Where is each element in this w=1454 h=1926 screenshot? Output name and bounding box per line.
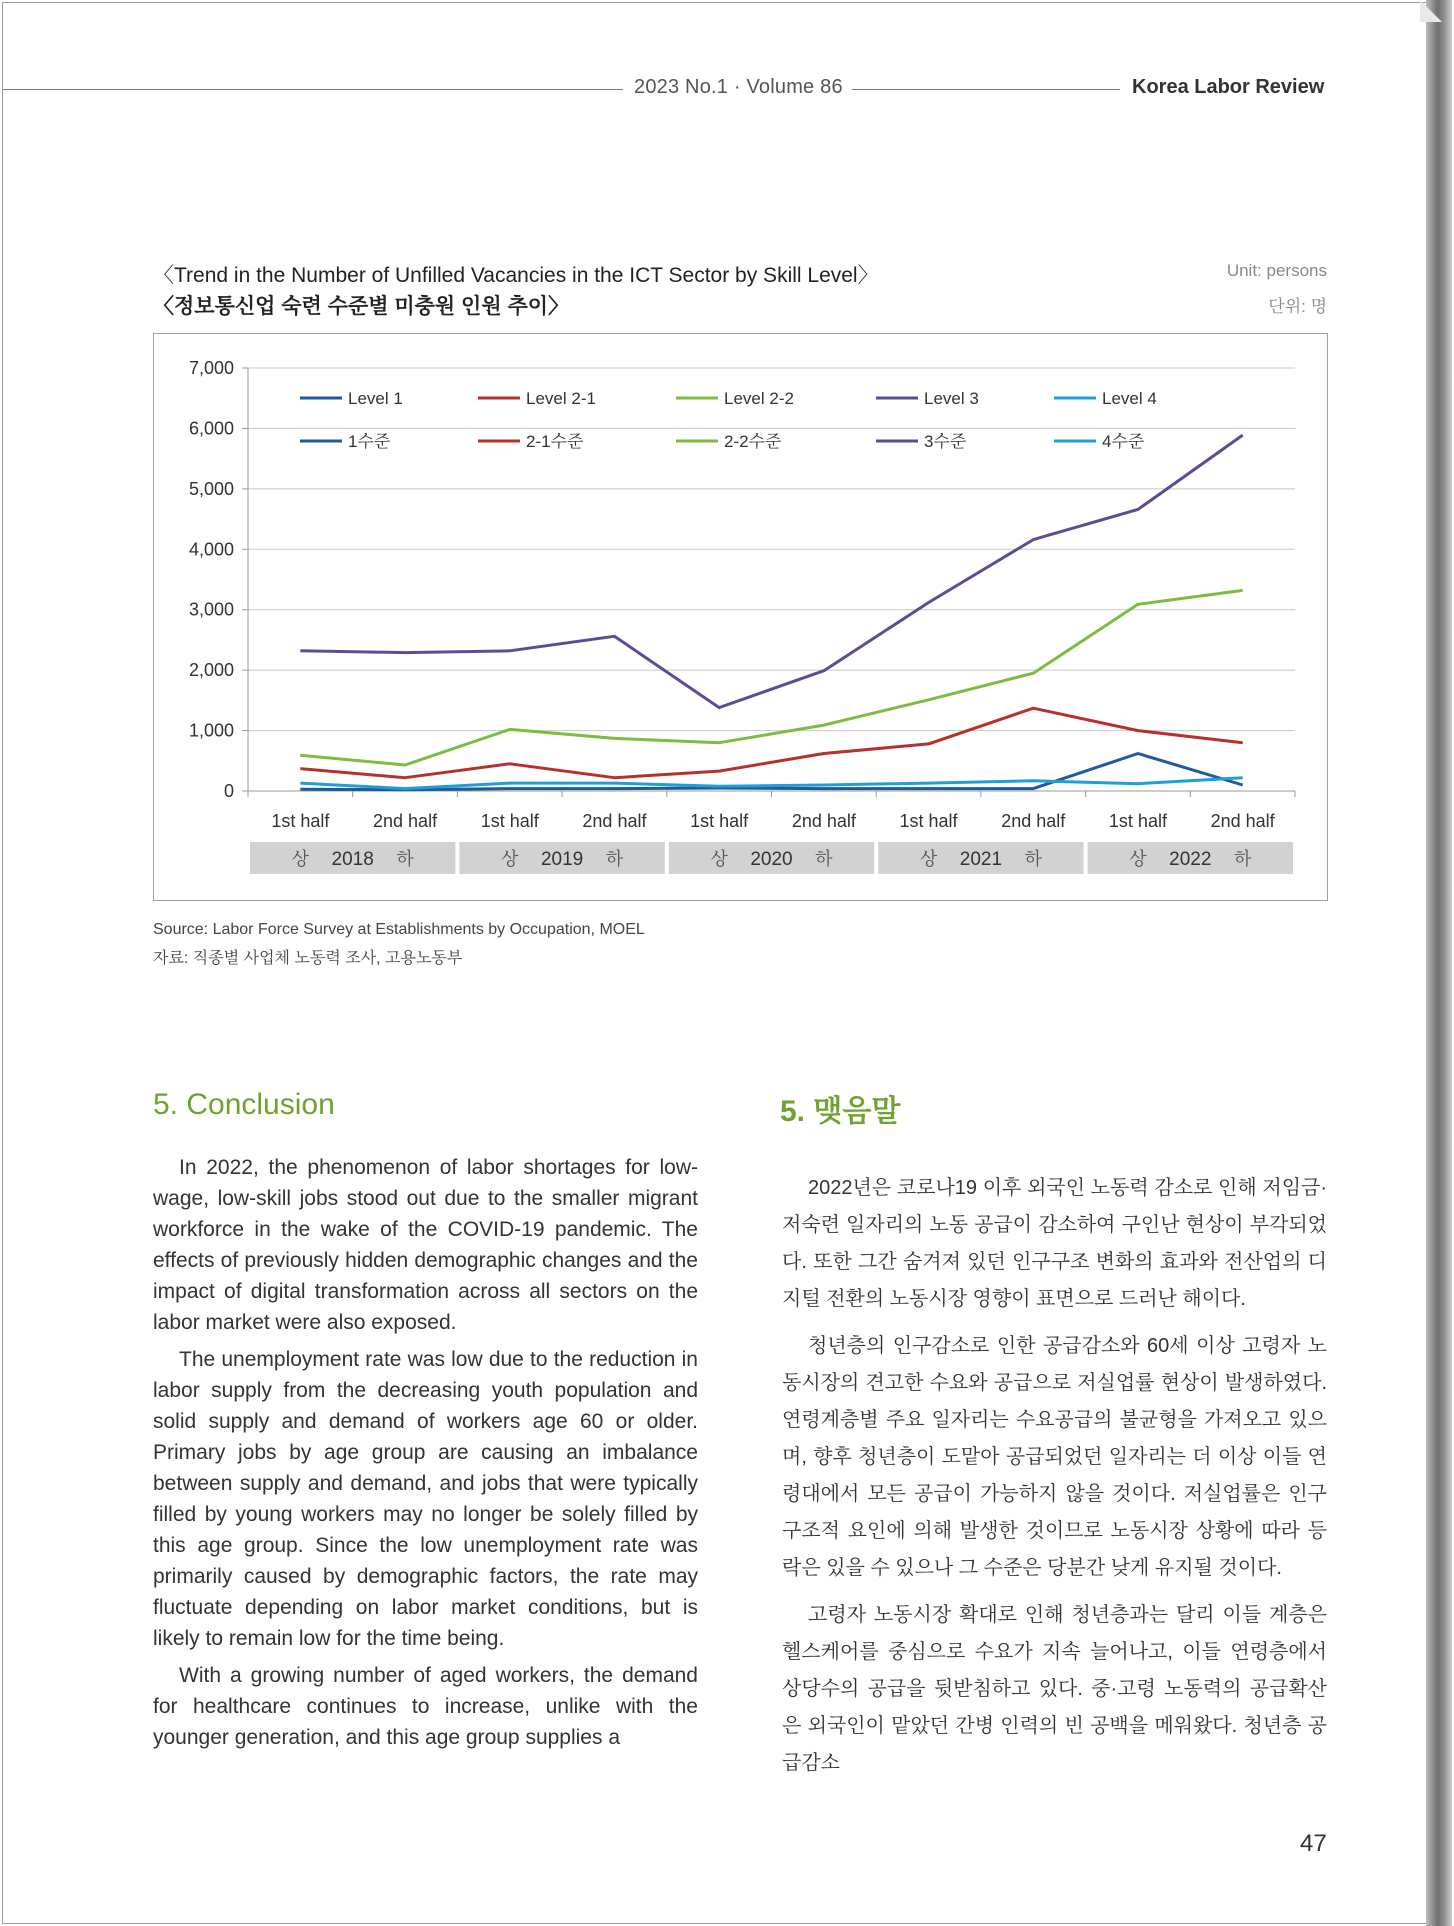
paragraph-en: In 2022, the phenomenon of labor shortages for low-wage, low-skill jobs stood out due to the smaller migrant workforce in the wake of the COVID-19 pandemic. The effects of previously hidden demographic changes and the impact of digital transformation across all sectors on the labor market were also exposed. [153,1156,698,1334]
x-tick-label: 1st half [899,811,958,831]
header-rule-left [3,89,623,90]
x-tick-label: 1st half [271,811,330,831]
line-chart-svg [154,334,1327,900]
page-number: 47 [1300,1830,1327,1857]
y-tick-label: 0 [223,781,234,801]
line-chart [153,333,1328,901]
half-marker-second: 하 [605,849,624,869]
y-tick-label: 2,000 [188,660,234,681]
x-tick-label: 2nd half [1001,811,1066,831]
y-tick-label: 7,000 [188,358,234,378]
legend-label: 2-2수준 [724,432,782,451]
half-marker-first: 상 [919,849,938,869]
legend-label: Level 3 [924,389,979,408]
page-edge-shadow [1426,0,1452,1926]
year-label: 2018 [331,849,374,870]
legend-label: Level 1 [348,389,403,408]
paragraph-ko: 청년층의 인구감소로 인한 공급감소와 60세 이상 고령자 노동시장의 견고한 수요와 공급으로 저실업률 현상이 발생하였다. 연령계층별 주요 일자리는 수요공급의 불균형을 가져오고 있으며, 향후 청년층이 도맡아 공급되었던 일자리는 더 이상 이들 연령대에서 모든 공급이 가능하지 않을 것이다. 저실업률은 인구 구조적 요인에 의해 발생한 것이므로 노동시장 상황에 따라 등락은 있을 수 있으나 그 수준은 당분간 낮게 유지될 것이다. [782,1335,1327,1579]
series-line [300,435,1242,707]
legend-label: Level 4 [1102,389,1157,408]
conclusion-body-ko [782,1170,1327,1782]
x-tick-label: 1st half [690,811,749,831]
series-line [300,590,1242,765]
figure-unit-en: Unit: persons [1226,261,1327,280]
legend-label: 1수준 [348,432,391,451]
x-tick-label: 2nd half [582,811,647,831]
legend-label: Level 2-1 [526,389,596,408]
figure-title-ko: 〈정보통신업 숙련 수준별 미충원 인원 추이〉 [153,295,570,318]
conclusion-heading-ko: 5. 맺음말 [780,1095,901,1128]
x-tick-label: 2nd half [1210,811,1275,831]
paragraph-en: The unemployment rate was low due to the reduction in labor supply from the decreasing youth population and solid supply and demand of workers age 60 or older. Primary jobs by age group are causing an imbalance between supply and demand, and jobs that were typically filled by young workers may no longer be solely filled by this age group. Since the low unemployment rate was primarily caused by demographic factors, the rate may fluctuate depending on labor market conditions, but is likely to remain low for the time being. [153,1348,698,1650]
paragraph-ko: 고령자 노동시장 확대로 인해 청년층과는 달리 이들 계층은 헬스케어를 중심으로 수요가 지속 늘어나고, 이들 연령층에서 상당수의 공급을 뒷받침하고 있다. 중·고령 노동력의 공급확산은 외국인이 맡았던 간병 인력의 빈 공백을 메워왔다. 청년층 공급감소 [782,1604,1327,1774]
conclusion-body-en [153,1152,698,1753]
figure-title-en: 〈Trend in the Number of Unfilled Vacancies in the ICT Sector by Skill Level〉 [153,264,879,287]
header-magazine: Korea Labor Review [1132,76,1325,98]
year-label: 2019 [540,849,584,870]
half-marker-first: 상 [1129,849,1147,869]
half-marker-second: 하 [815,849,833,869]
paragraph-ko: 2022년은 코로나19 이후 외국인 노동력 감소로 인해 저임금·저숙련 일자리의 노동 공급이 감소하여 구인난 현상이 부각되었다. 또한 그간 숨겨져 있던 인구구조 변화의 효과와 전산업의 디지털 전환의 노동시장 영향이 표면으로 드러난 해이다. [782,1177,1327,1310]
half-marker-second: 하 [1024,849,1042,869]
conclusion-heading-en: 5. Conclusion [153,1088,335,1121]
y-tick-label: 1,000 [188,720,234,741]
year-label: 2020 [750,849,793,870]
figure-source-en: Source: Labor Force Survey at Establishments by Occupation, MOEL [153,921,645,938]
figure-source-ko: 자료: 직종별 사업체 노동력 조사, 고용노동부 [153,950,463,967]
y-tick-label: 4,000 [188,539,234,560]
legend-label: 4수준 [1102,432,1145,451]
year-label: 2022 [1169,849,1212,870]
x-tick-label: 1st half [480,811,539,831]
y-tick-label: 5,000 [188,478,234,499]
half-marker-second: 하 [1233,849,1252,869]
header-issue: 2023 No.1 · Volume 86 [634,76,843,98]
x-tick-label: 2nd half [373,811,438,831]
y-tick-label: 6,000 [188,418,234,439]
year-label: 2021 [959,849,1003,870]
x-tick-label: 1st half [1108,811,1167,831]
x-tick-label: 2nd half [791,811,856,831]
header-rule-right [852,89,1120,90]
figure-unit-ko: 단위: 명 [1268,297,1327,316]
half-marker-first: 상 [710,849,728,869]
legend-label: Level 2-2 [724,389,794,408]
series-line [300,778,1242,789]
page-curl [1420,0,1442,22]
half-marker-first: 상 [501,849,519,869]
legend-label: 3수준 [924,432,967,451]
half-marker-second: 하 [396,849,414,869]
half-marker-first: 상 [291,849,310,869]
y-tick-label: 3,000 [188,599,234,620]
legend-label: 2-1수준 [526,432,584,451]
paragraph-en: With a growing number of aged workers, the demand for healthcare continues to increase, unlike with the younger generation, and this age group supplies a [153,1664,698,1749]
